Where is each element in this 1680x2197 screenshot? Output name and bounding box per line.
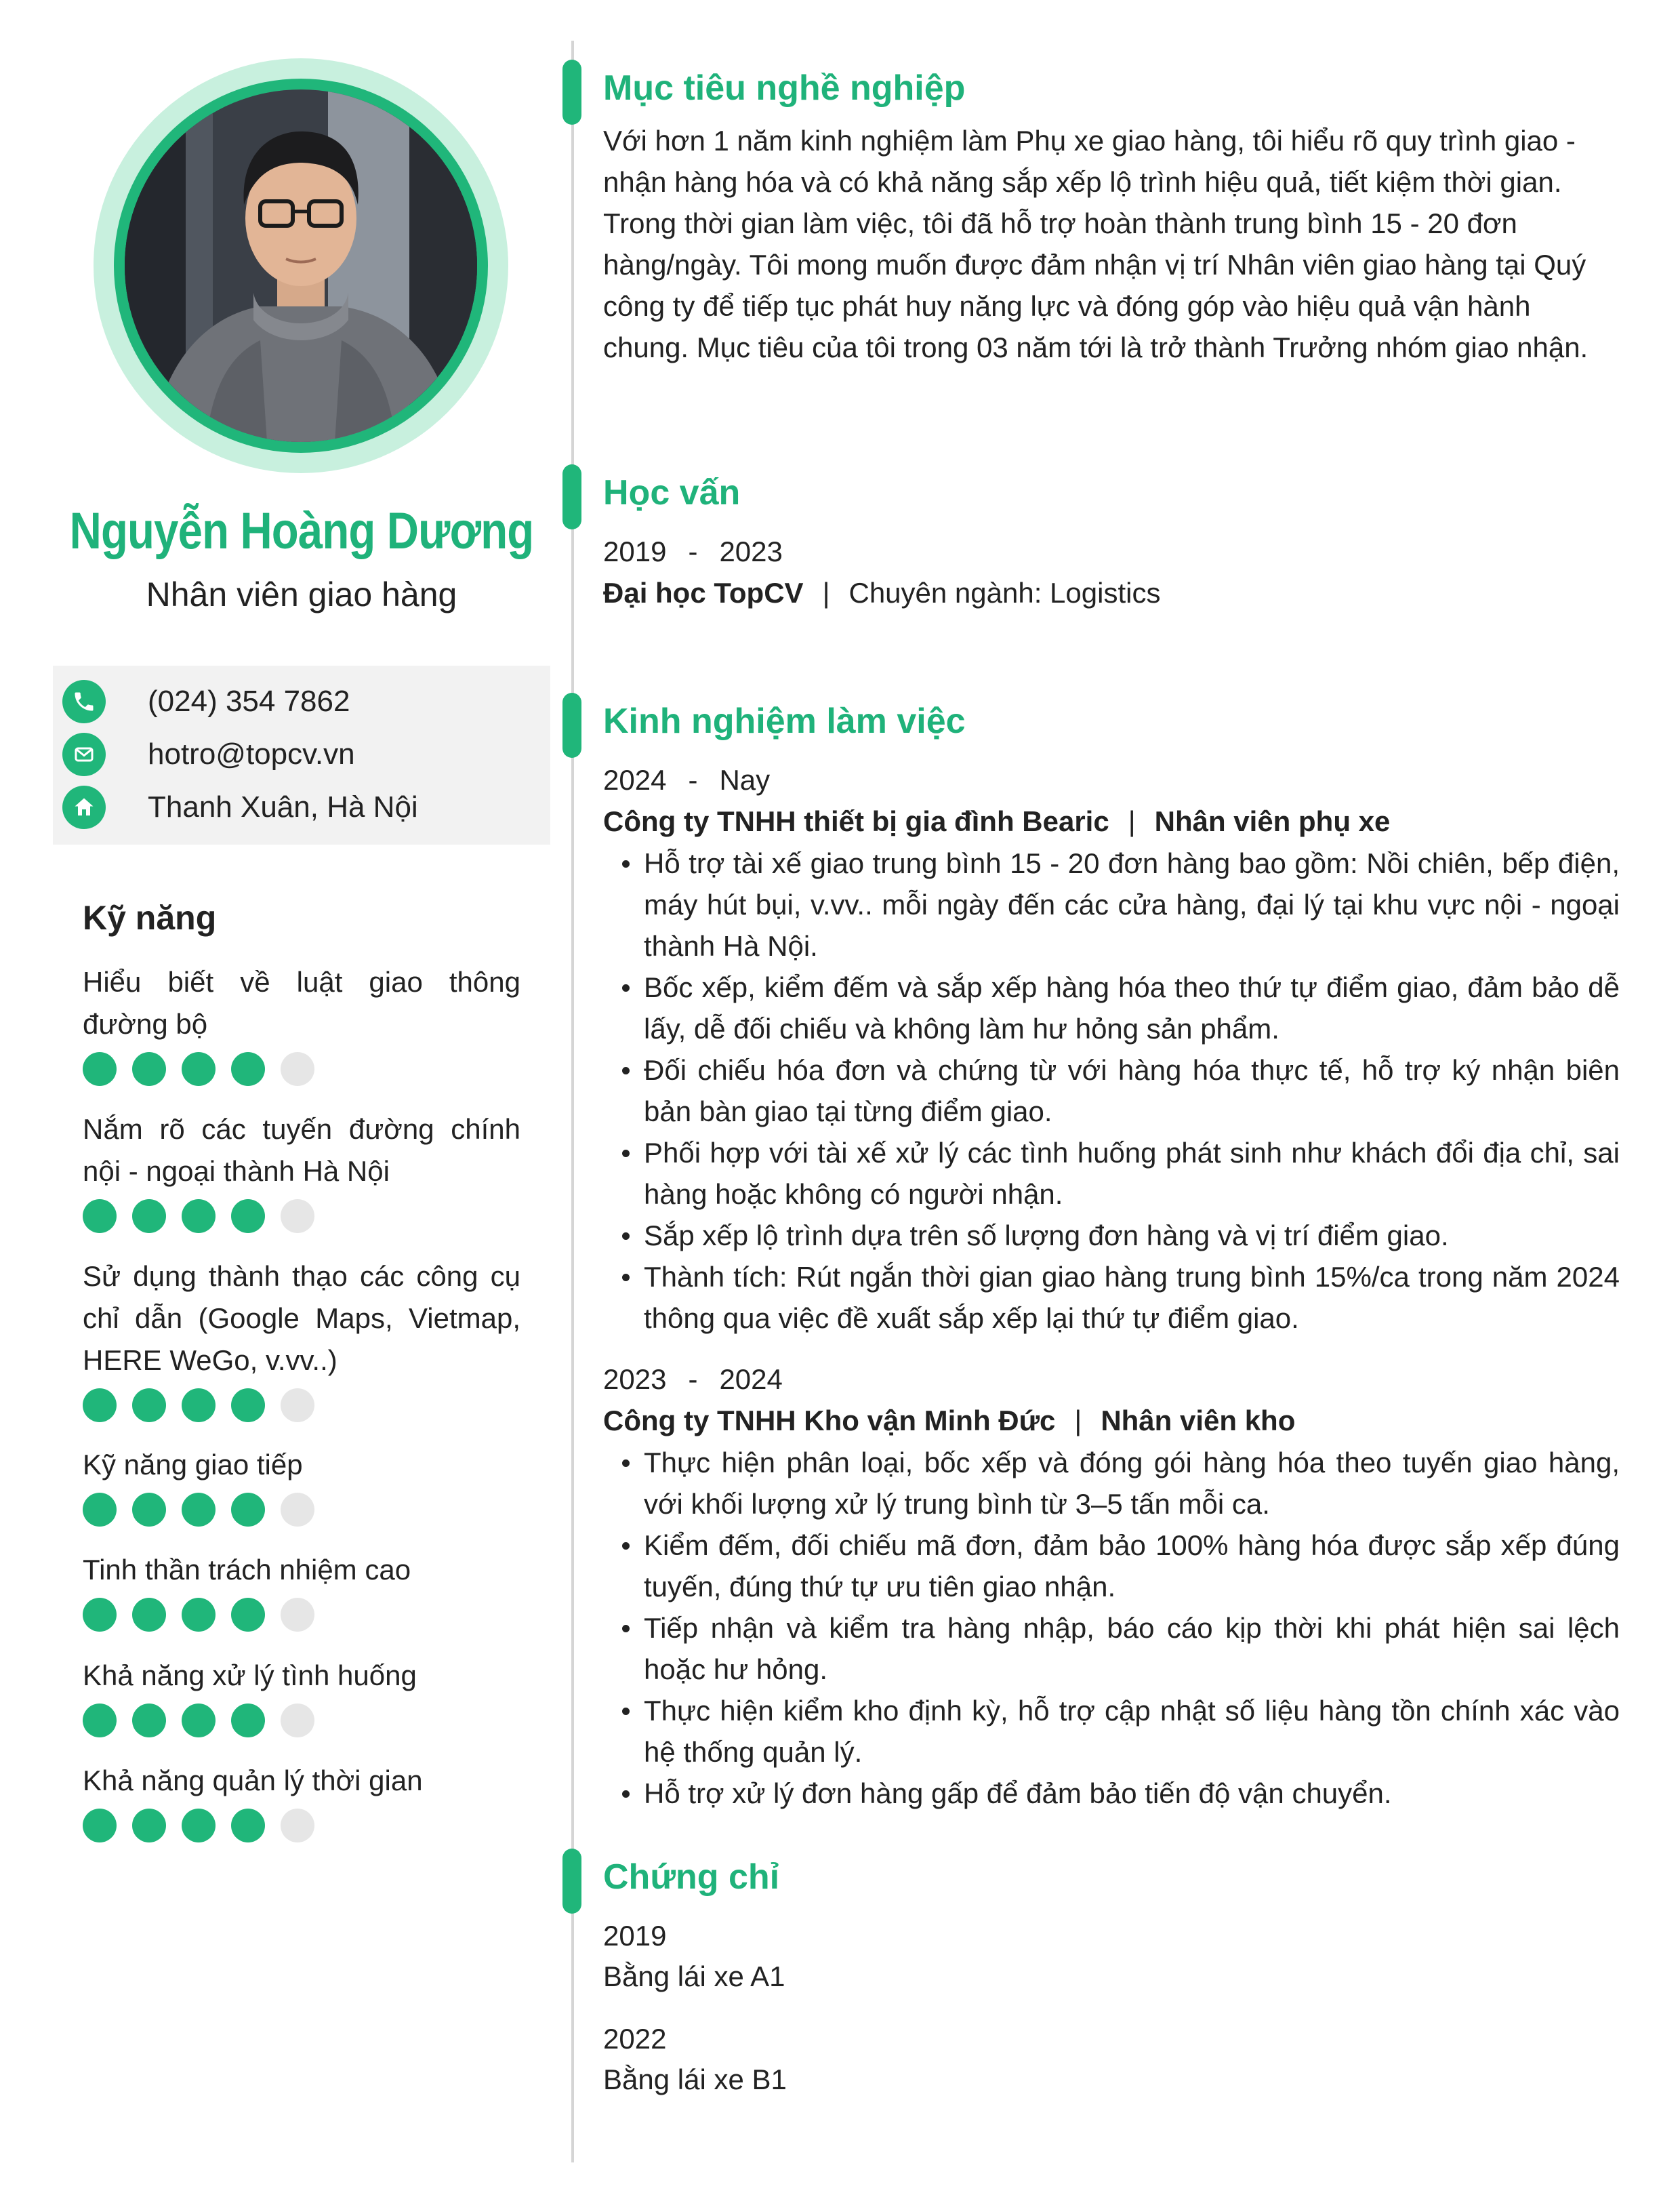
job-bullets [603, 843, 1620, 1339]
objective-heading: Mục tiêu nghề nghiệp [603, 68, 966, 108]
skills-heading: Kỹ năng [83, 899, 217, 937]
bullet-item: Kiểm đếm, đối chiếu mã đơn, đảm bảo 100% hàng hóa được sắp xếp đúng tuyến, đúng thứ tự ưu tiên giao nhận. [603, 1525, 1620, 1607]
company-name: Công ty TNHH Kho vận Minh Đức [603, 1405, 1056, 1436]
rating-dot-filled [231, 1493, 265, 1527]
contact-address [62, 784, 418, 831]
school-name: Đại học TopCV [603, 577, 804, 609]
rating-dot-filled [182, 1199, 216, 1233]
skill-item [83, 961, 520, 1086]
home-icon [62, 786, 106, 829]
certificate-year: 2022 [603, 2023, 667, 2055]
bullet-item: Tiếp nhận và kiểm tra hàng nhập, báo cáo kịp thời khi phát hiện sai lệch hoặc hư hỏng. [603, 1607, 1620, 1690]
job-start: 2023 [603, 1363, 667, 1395]
job-end: 2024 [719, 1363, 783, 1395]
candidate-name: Nguyễn Hoàng Dương [69, 502, 534, 560]
job-start: 2024 [603, 764, 667, 796]
objective-text: Với hơn 1 năm kinh nghiệm làm Phụ xe giao hàng, tôi hiểu rõ quy trình giao - nhận hàng hóa và có khả năng sắp xếp lộ trình hiệu quả, tiết kiệm thời gian. Trong thời gian làm việc, tôi đã hỗ trợ hoàn thành trung bình 15 - 20 đơn hàng/ngày. Tôi mong muốn được đảm nhận vị trí Nhân viên giao hàng tại Quý công ty để tiếp tục phát huy năng lực và đóng góp vào hiệu quả vận hành chung. Mục tiêu của tôi trong 03 năm tới là trở thành Trưởng nhóm giao nhận. [603, 125, 1589, 363]
rating-dot-filled [231, 1052, 265, 1086]
rating-dot-empty [281, 1598, 314, 1632]
skill-item [83, 1444, 520, 1527]
rating-dot-filled [83, 1809, 117, 1842]
org-separator: | [822, 577, 830, 609]
rating-dot-filled [132, 1052, 166, 1086]
job-period [603, 760, 1620, 801]
bullet-item: Phối hợp với tài xế xử lý các tình huống phát sinh như khách đổi địa chỉ, sai hàng hoặc không có người nhận. [603, 1132, 1620, 1215]
rating-dot-filled [83, 1598, 117, 1632]
org-separator: | [1074, 1405, 1082, 1436]
address-text: Thanh Xuân, Hà Nội [148, 790, 418, 824]
rating-dot-filled [182, 1493, 216, 1527]
section-marker [562, 60, 581, 125]
section-marker [562, 693, 581, 758]
company-name: Công ty TNHH thiết bị gia đình Bearic [603, 805, 1109, 837]
job-company-line [603, 801, 1620, 843]
rating-dot-filled [83, 1493, 117, 1527]
certificate-item [603, 2019, 1620, 2100]
rating-dot-filled [132, 1598, 166, 1632]
skill-rating [83, 1598, 520, 1632]
rating-dot-empty [281, 1388, 314, 1422]
rating-dot-empty [281, 1052, 314, 1086]
section-marker [562, 1849, 581, 1914]
rating-dot-filled [231, 1809, 265, 1842]
bullet-item: Thực hiện phân loại, bốc xếp và đóng gói hàng hóa theo tuyến giao hàng, với khối lượng xử lý trung bình từ 3–5 tấn mỗi ca. [603, 1442, 1620, 1525]
experience-heading: Kinh nghiệm làm việc [603, 702, 966, 741]
contact-box [53, 666, 550, 845]
education-heading: Học vấn [603, 473, 741, 512]
rating-dot-filled [132, 1809, 166, 1842]
skill-label: Khả năng xử lý tình huống [83, 1659, 417, 1691]
contact-phone [62, 678, 350, 725]
job-bullets [603, 1442, 1620, 1814]
skill-label: Sử dụng thành thạo các công cụ chỉ dẫn (Google Maps, Vietmap, HERE WeGo, v.vv..) [83, 1260, 520, 1376]
skill-item [83, 1255, 520, 1422]
rating-dot-empty [281, 1199, 314, 1233]
avatar [125, 89, 477, 442]
skill-rating [83, 1493, 520, 1527]
bullet-item: Hỗ trợ xử lý đơn hàng gấp để đảm bảo tiến độ vận chuyển. [603, 1773, 1620, 1814]
skill-item [83, 1760, 520, 1842]
job-company-line [603, 1400, 1620, 1442]
skill-label: Hiểu biết về luật giao thông đường bộ [83, 966, 520, 1040]
rating-dot-filled [83, 1704, 117, 1737]
rating-dot-filled [83, 1052, 117, 1086]
rating-dot-filled [182, 1809, 216, 1842]
skill-item [83, 1108, 520, 1233]
education-period [603, 531, 1620, 572]
rating-dot-filled [182, 1598, 216, 1632]
certificate-item [603, 1916, 1620, 1997]
experience-section [603, 698, 1620, 1814]
job-position: Nhân viên phụ xe [1154, 805, 1391, 837]
skill-rating [83, 1388, 520, 1422]
rating-dot-filled [132, 1388, 166, 1422]
skill-label: Nắm rõ các tuyến đường chính nội - ngoại thành Hà Nội [83, 1113, 520, 1187]
skill-rating [83, 1809, 520, 1842]
period-dash: - [688, 764, 698, 796]
avatar-border [114, 79, 488, 453]
rating-dot-empty [281, 1704, 314, 1737]
rating-dot-filled [182, 1388, 216, 1422]
column-divider [571, 41, 574, 2162]
mail-icon [62, 733, 106, 776]
job-end: Nay [719, 764, 771, 796]
rating-dot-filled [182, 1704, 216, 1737]
certificates-section [603, 1853, 1620, 2100]
job-position: Nhân viên kho [1101, 1405, 1296, 1436]
portrait-illustration [125, 89, 477, 442]
certificates-heading: Chứng chỉ [603, 1857, 780, 1897]
education-section [603, 469, 1620, 614]
phone-icon [62, 680, 106, 723]
skill-item [83, 1549, 520, 1632]
bullet-item: Sắp xếp lộ trình dựa trên số lượng đơn hàng và vị trí điểm giao. [603, 1215, 1620, 1256]
skill-rating [83, 1704, 520, 1737]
bullet-item: Đối chiếu hóa đơn và chứng từ với hàng hóa thực tế, hỗ trợ ký nhận biên bản bàn giao tại từng điểm giao. [603, 1049, 1620, 1132]
rating-dot-filled [231, 1388, 265, 1422]
bullet-item: Thực hiện kiểm kho định kỳ, hỗ trợ cập nhật số liệu hàng tồn chính xác vào hệ thống quản lý. [603, 1690, 1620, 1773]
rating-dot-filled [182, 1052, 216, 1086]
skill-rating [83, 1052, 520, 1086]
org-separator: | [1128, 805, 1136, 837]
candidate-role: Nhân viên giao hàng [146, 576, 457, 613]
education-start: 2019 [603, 536, 667, 567]
skill-label: Tinh thần trách nhiệm cao [83, 1554, 411, 1586]
rating-dot-filled [231, 1704, 265, 1737]
rating-dot-filled [83, 1388, 117, 1422]
bullet-item: Hỗ trợ tài xế giao trung bình 15 - 20 đơn hàng bao gồm: Nồi chiên, bếp điện, máy hút bụi, v.vv.. mỗi ngày đến các cửa hàng, đại lý tại khu vực nội - ngoại thành Hà Nội. [603, 843, 1620, 967]
rating-dot-filled [83, 1199, 117, 1233]
section-marker [562, 464, 581, 529]
period-dash: - [688, 536, 698, 567]
bullet-item: Thành tích: Rút ngắn thời gian giao hàng trung bình 15%/ca trong năm 2024 thông qua việc đề xuất sắp xếp lại thứ tự điểm giao. [603, 1256, 1620, 1339]
rating-dot-filled [231, 1199, 265, 1233]
certificate-name: Bằng lái xe A1 [603, 1960, 785, 1992]
job-entry [603, 760, 1620, 1339]
skill-label: Kỹ năng giao tiếp [83, 1449, 303, 1480]
skill-rating [83, 1199, 520, 1233]
certificate-name: Bằng lái xe B1 [603, 2063, 787, 2095]
objective-section [603, 64, 1620, 368]
avatar-ring [94, 58, 508, 473]
period-dash: - [688, 1363, 698, 1395]
phone-text[interactable]: (024) 354 7862 [148, 685, 350, 718]
education-school-line [603, 572, 1620, 614]
job-period [603, 1359, 1620, 1400]
rating-dot-filled [132, 1704, 166, 1737]
rating-dot-empty [281, 1493, 314, 1527]
education-end: 2023 [719, 536, 783, 567]
skill-label: Khả năng quản lý thời gian [83, 1765, 423, 1796]
bullet-item: Bốc xếp, kiểm đếm và sắp xếp hàng hóa theo thứ tự điểm giao, đảm bảo dễ lấy, dễ đối chiếu và không làm hư hỏng sản phẩm. [603, 967, 1620, 1049]
email-text[interactable]: hotro@topcv.vn [148, 738, 355, 771]
rating-dot-filled [132, 1199, 166, 1233]
certificate-year: 2019 [603, 1920, 667, 1952]
contact-email [62, 731, 355, 778]
rating-dot-filled [231, 1598, 265, 1632]
skill-item [83, 1655, 520, 1737]
major-text: Chuyên ngành: Logistics [848, 577, 1161, 609]
rating-dot-filled [132, 1493, 166, 1527]
job-entry [603, 1359, 1620, 1814]
rating-dot-empty [281, 1809, 314, 1842]
